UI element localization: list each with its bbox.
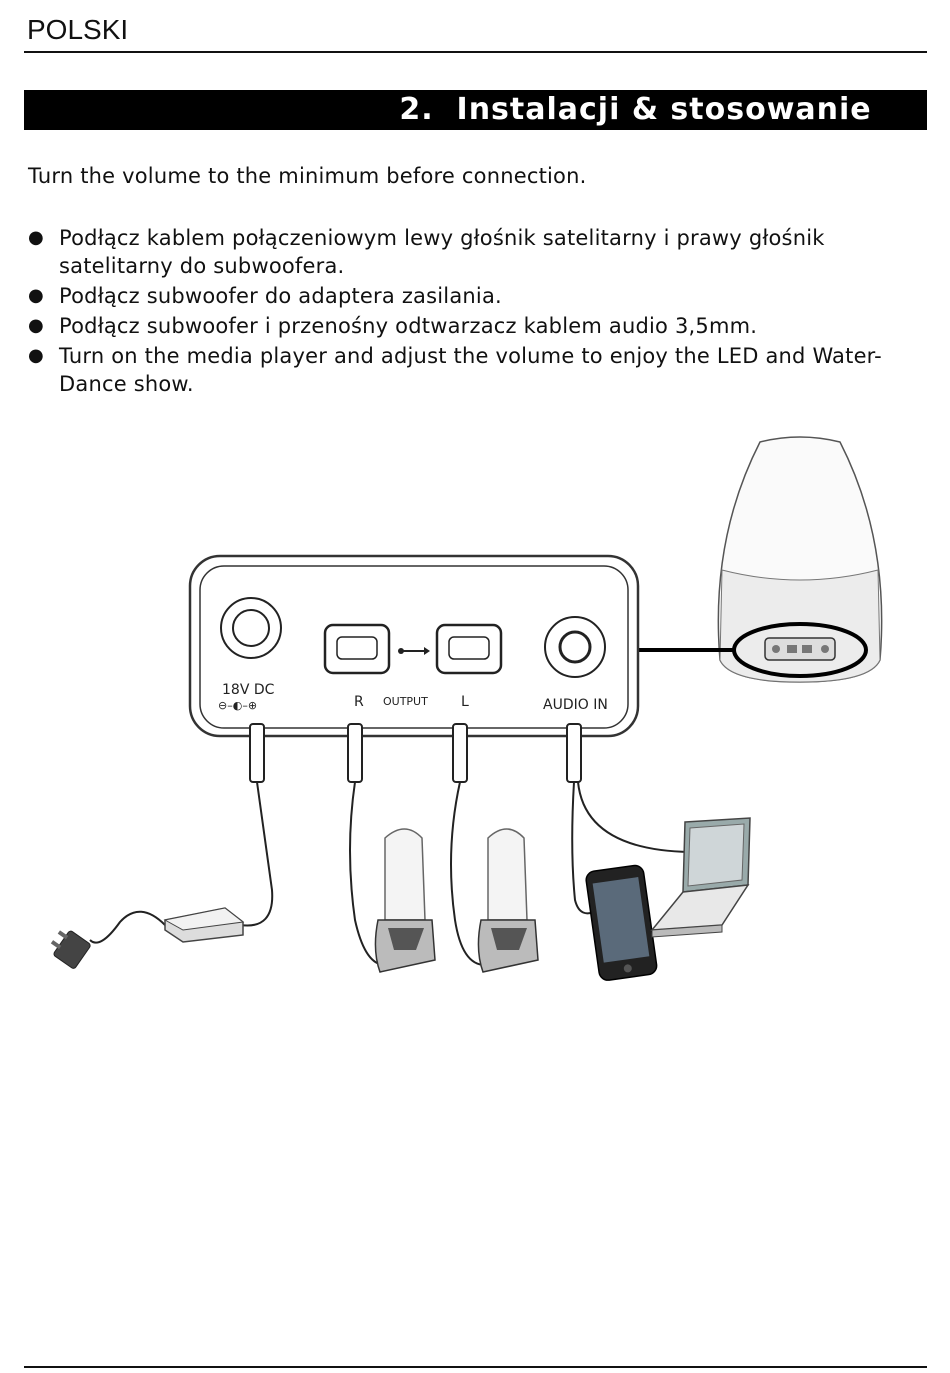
list-item: ● Podłącz kablem połączeniowym lewy głośnik satelitarny i prawy głośnik satelitarny do subwoofera. <box>28 226 825 278</box>
section-title: Instalacji & stosowanie <box>456 92 872 127</box>
connection-diagram <box>0 420 950 1000</box>
right-output-label: R <box>354 694 364 710</box>
back-panel-illustration <box>190 556 638 736</box>
laptop-illustration <box>652 818 750 937</box>
list-item: ● Podłącz subwoofer do adaptera zasilania. <box>28 284 502 308</box>
subwoofer-illustration <box>718 437 881 682</box>
dc-label: 18V DC <box>222 682 275 698</box>
list-item: ● Podłącz subwoofer i przenośny odtwarzacz kablem audio 3,5mm. <box>28 314 758 338</box>
document-language: POLSKI <box>27 14 129 45</box>
phone-illustration <box>585 864 658 981</box>
bullet-icon: ● <box>28 315 44 336</box>
intro-text: Turn the volume to the minimum before connection. <box>28 164 587 188</box>
left-satellite-speaker-illustration <box>478 829 538 972</box>
bullet-icon: ● <box>28 285 44 306</box>
steps-list <box>28 224 908 400</box>
bullet-icon: ● <box>28 345 44 366</box>
right-satellite-speaker-illustration <box>375 829 435 972</box>
section-number: 2. <box>399 92 434 127</box>
list-item: ● Turn on the media player and adjust the volume to enjoy the LED and Water-Dance show. <box>28 344 882 396</box>
left-output-label: L <box>461 694 469 710</box>
polarity-icon: ⊖–◐–⊕ <box>218 699 258 712</box>
header-rule <box>24 51 927 53</box>
bullet-icon: ● <box>28 227 44 248</box>
footer-rule <box>24 1366 927 1368</box>
section-title-bar <box>24 90 927 130</box>
output-label: OUTPUT <box>383 695 428 708</box>
power-adapter-illustration <box>46 908 243 969</box>
audio-in-label: AUDIO IN <box>543 697 608 713</box>
